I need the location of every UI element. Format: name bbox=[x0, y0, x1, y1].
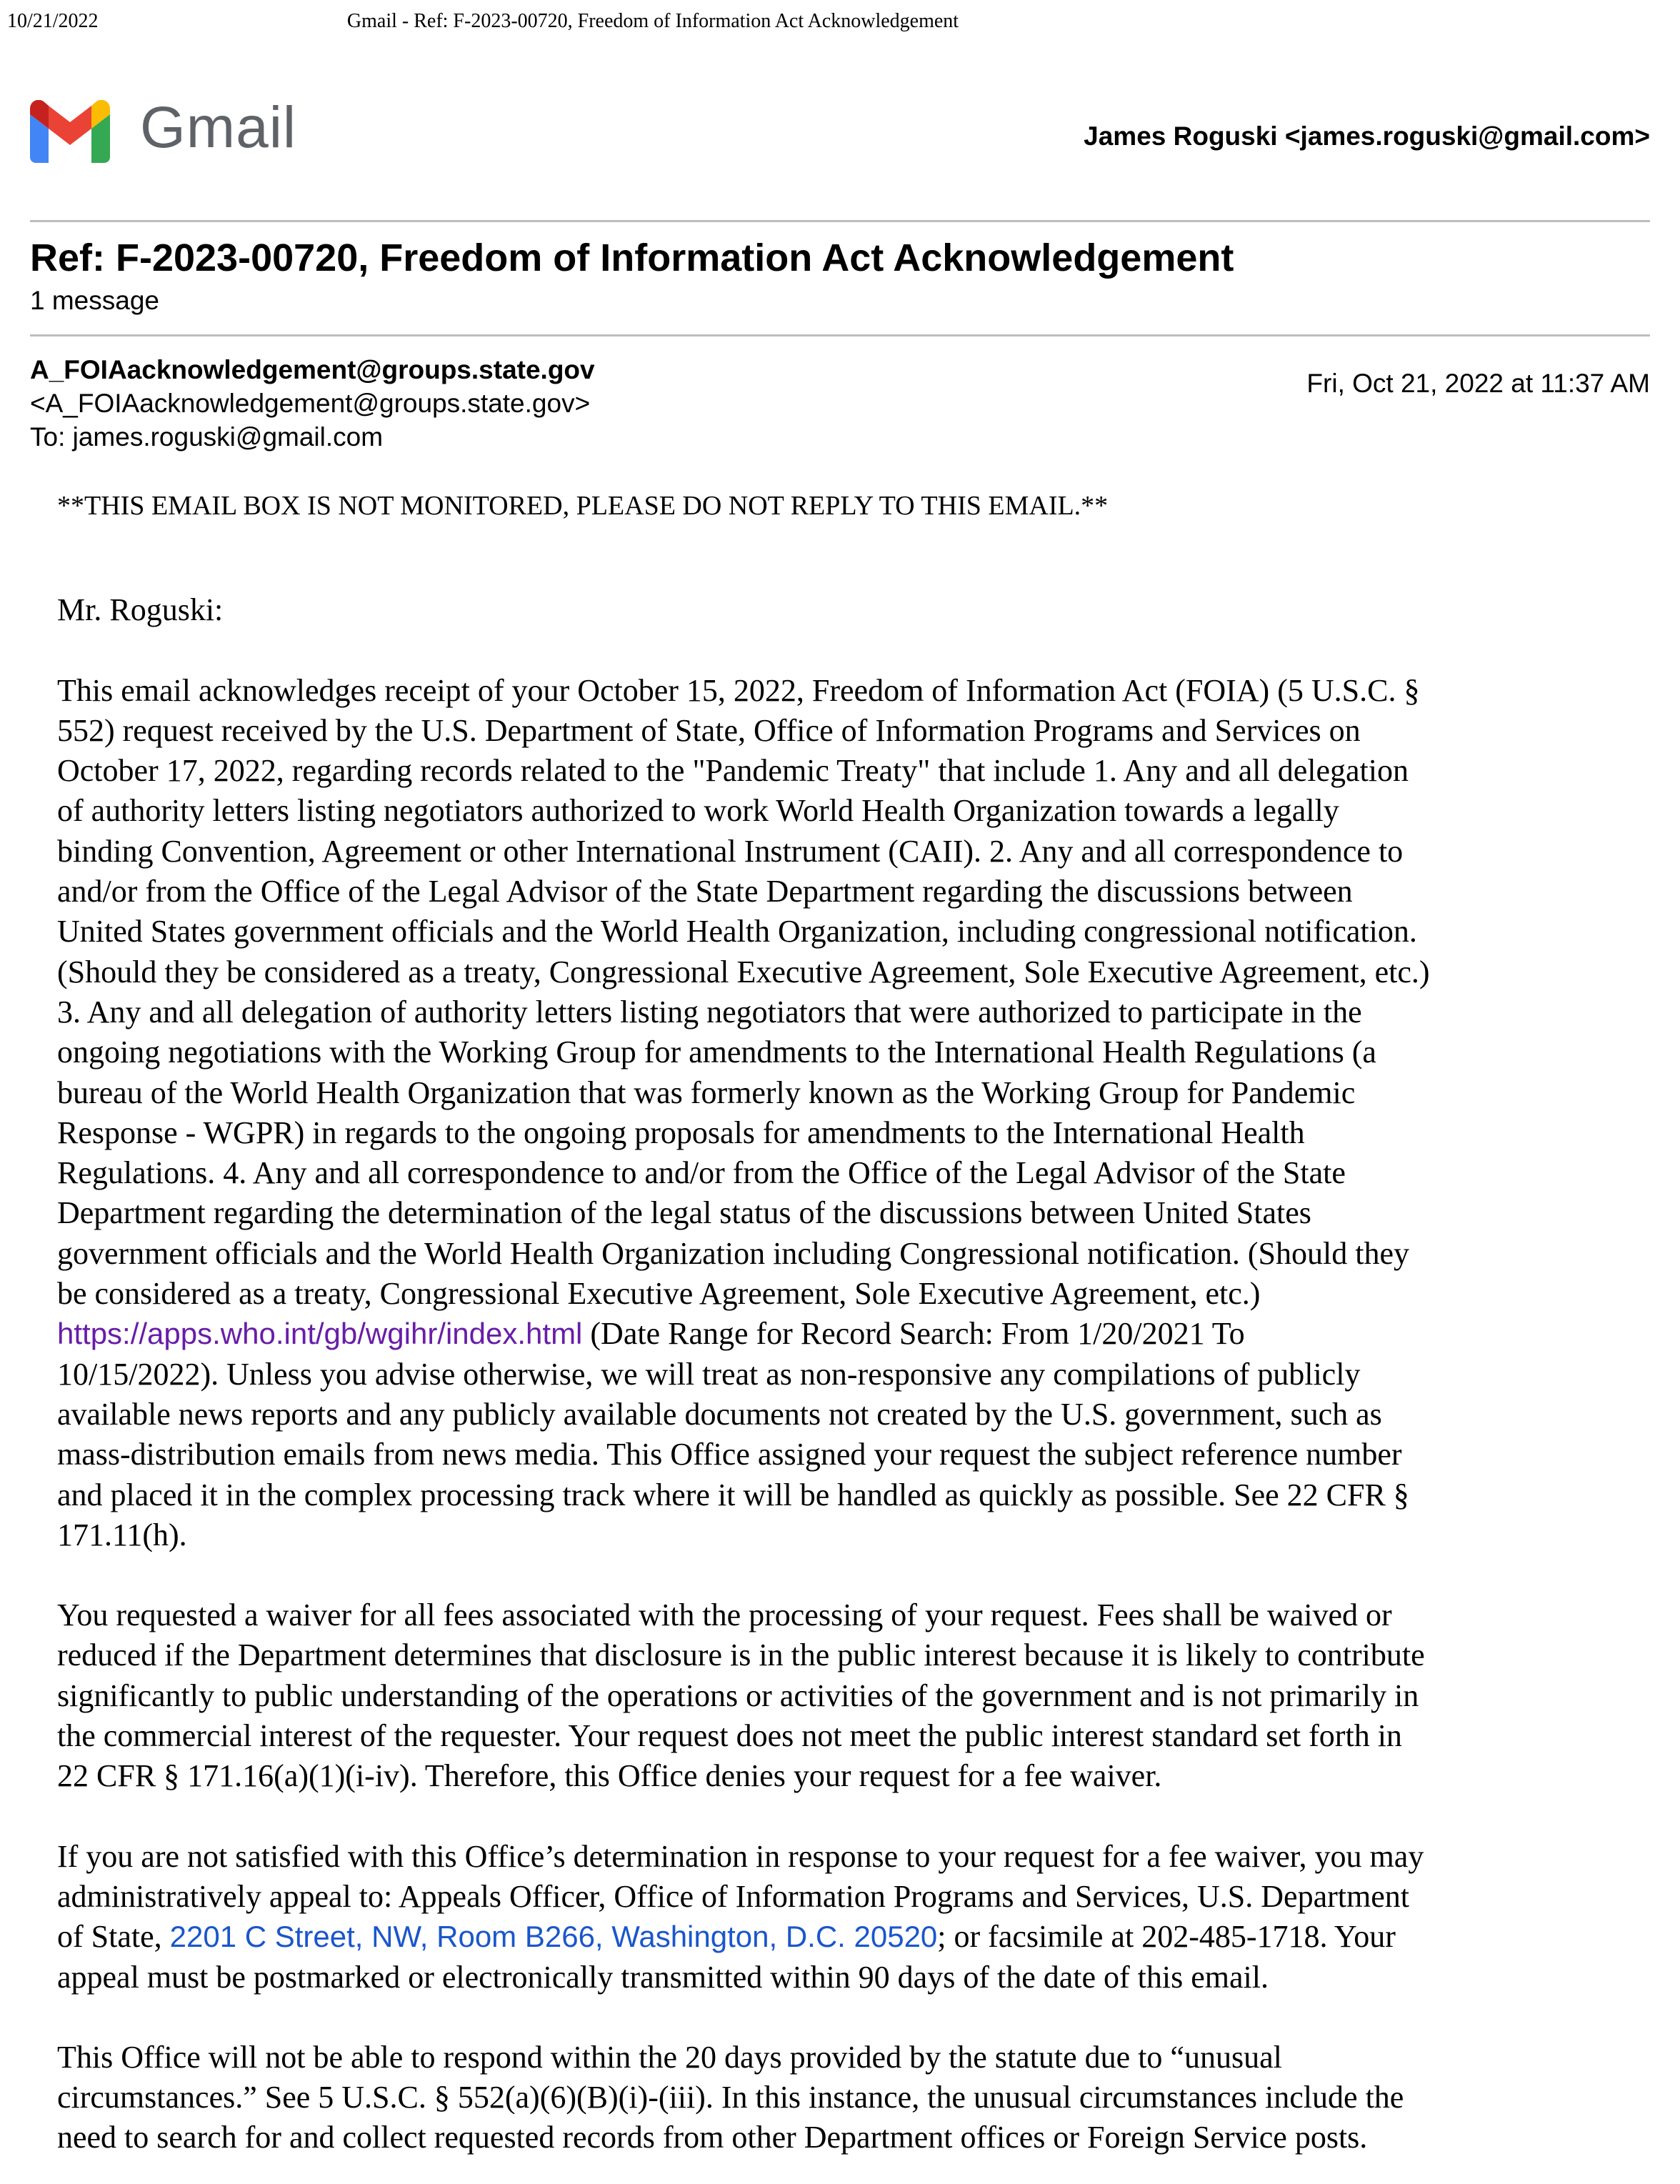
who-wgihr-link[interactable]: https://apps.who.int/gb/wgihr/index.html bbox=[57, 1317, 583, 1351]
print-header bbox=[0, 10, 1680, 39]
text-line: 3. Any and all delegation of authority letters listing negotiators that were authorized to participate in the bbox=[57, 994, 1362, 1029]
text-line: binding Convention, Agreement or other International Instrument (CAII). 2. Any and all correspondence to bbox=[57, 833, 1404, 869]
paragraph-fee-waiver bbox=[57, 1595, 1671, 1796]
subject-divider bbox=[30, 334, 1650, 336]
text-line: October 17, 2022, regarding records related to the "Pandemic Treaty" that include 1. Any and all delegation bbox=[57, 753, 1409, 789]
text-line: 22 CFR § 171.16(a)(1)(i-iv). Therefore, this Office denies your request for a fee waiver. bbox=[57, 1758, 1162, 1794]
paragraph-acknowledgement bbox=[57, 671, 1671, 1556]
text-line: and/or from the Office of the Legal Advisor of the State Department regarding the discussions between bbox=[57, 874, 1353, 909]
recipient-line: To: james.roguski@gmail.com bbox=[30, 422, 384, 452]
text-line: If you are not satisfied with this Office’s determination in response to your request for a fee waiver, you may bbox=[57, 1838, 1424, 1874]
header-divider bbox=[30, 220, 1650, 222]
text-line: This email acknowledges receipt of your October 15, 2022, Freedom of Information Act (FOIA) (5 U.S.C. § bbox=[57, 672, 1420, 708]
email-body bbox=[57, 486, 1671, 2158]
text-line: need to search for and collect requested records from other Department offices or Foreign Service posts. bbox=[57, 2120, 1368, 2155]
text-line: and placed it in the complex processing track where it will be handled as quickly as possible. See 22 CFR § bbox=[57, 1477, 1409, 1512]
text-line: be considered as a treaty, Congressional Executive Agreement, Sole Executive Agreement, etc.) bbox=[57, 1276, 1261, 1312]
text-line: Response - WGPR) in regards to the ongoing proposals for amendments to the International Health bbox=[57, 1115, 1305, 1150]
text-line: United States government officials and the World Health Organization, including congressional notification. bbox=[57, 914, 1417, 949]
text-line: of authority letters listing negotiators authorized to work World Health Organization towards a legally bbox=[57, 793, 1339, 829]
text-line: 171.11(h). bbox=[57, 1517, 187, 1552]
text-line: bureau of the World Health Organization that was formerly known as the Working Group for Pandemic bbox=[57, 1074, 1356, 1110]
sent-date: Fri, Oct 21, 2022 at 11:37 AM bbox=[1306, 369, 1650, 398]
no-reply-warning: **THIS EMAIL BOX IS NOT MONITORED, PLEASE DO NOT REPLY TO THIS EMAIL.** bbox=[57, 491, 1109, 521]
address-line bbox=[57, 1917, 1671, 1957]
print-date: 10/21/2022 bbox=[7, 10, 99, 32]
gmail-wordmark: Gmail bbox=[140, 95, 297, 160]
text-line: mass-distribution emails from news media. This Office assigned your request the subject reference number bbox=[57, 1437, 1402, 1472]
sender-name[interactable]: A_FOIAacknowledgement@groups.state.gov bbox=[30, 355, 595, 384]
paragraph-appeal bbox=[57, 1837, 1671, 1998]
address-link[interactable]: 2201 C Street, NW, Room B266, Washington, D.C. 20520 bbox=[169, 1920, 938, 1954]
text-line: You requested a waiver for all fees associated with the processing of your request. Fees shall be waived or bbox=[57, 1597, 1392, 1633]
text-line: significantly to public understanding of the operations or activities of the government and is not primarily in bbox=[57, 1677, 1419, 1713]
email-subject: Ref: F-2023-00720, Freedom of Information Act Acknowledgement bbox=[30, 236, 1234, 279]
text-fragment: of State, bbox=[57, 1919, 170, 1955]
text-line: available news reports and any publicly available documents not created by the U.S. government, such as bbox=[57, 1396, 1382, 1432]
text-line: circumstances.” See 5 U.S.C. § 552(a)(6)(B)(i)-(iii). In this instance, the unusual circumstances include the bbox=[57, 2080, 1404, 2115]
text-line: administratively appeal to: Appeals Officer, Office of Information Programs and Services, U.S. Department bbox=[57, 1878, 1409, 1914]
text-line: appeal must be postmarked or electronically transmitted within 90 days of the date of this email. bbox=[57, 1959, 1269, 1995]
text-line: reduced if the Department determines that disclosure is in the public interest because it is likely to contribute bbox=[57, 1637, 1425, 1673]
sender-address: <A_FOIAacknowledgement@groups.state.gov> bbox=[30, 389, 591, 418]
text-line: Department regarding the determination of the legal status of the discussions between United States bbox=[57, 1195, 1311, 1231]
text-fragment: ; or facsimile at 202-485-1718. Your bbox=[937, 1919, 1396, 1955]
text-line: 10/15/2022). Unless you advise otherwise, we will treat as non-responsive any compilations of publicly bbox=[57, 1356, 1361, 1392]
text-fragment: (Date Range for Record Search: From 1/20/2021 To bbox=[582, 1316, 1245, 1352]
salutation: Mr. Roguski: bbox=[57, 592, 224, 628]
gmail-logo-icon bbox=[30, 100, 110, 163]
text-line: This Office will not be able to respond within the 20 days provided by the statute due to “unusual bbox=[57, 2039, 1282, 2075]
text-line: the commercial interest of the requester. Your request does not meet the public interest standard set forth in bbox=[57, 1718, 1402, 1754]
paragraph-unusual-circumstances bbox=[57, 2038, 1671, 2158]
text-line: (Should they be considered as a treaty, Congressional Executive Agreement, Sole Executive Agreement, etc.) bbox=[57, 954, 1430, 989]
account-label: James Roguski <james.roguski@gmail.com> bbox=[1084, 121, 1650, 151]
text-line: ongoing negotiations with the Working Group for amendments to the International Health Regulations (a bbox=[57, 1034, 1376, 1070]
text-line: government officials and the World Health Organization including Congressional notification. (Should they bbox=[57, 1235, 1409, 1271]
text-line: Regulations. 4. Any and all correspondence to and/or from the Office of the Legal Advisor of the State bbox=[57, 1155, 1346, 1191]
sender-block bbox=[30, 353, 595, 454]
text-line: 552) request received by the U.S. Department of State, Office of Information Programs and Services on bbox=[57, 712, 1361, 748]
message-count: 1 message bbox=[30, 286, 159, 315]
print-title: Gmail - Ref: F-2023-00720, Freedom of Information Act Acknowledgement bbox=[346, 10, 959, 32]
link-line bbox=[57, 1314, 1671, 1354]
